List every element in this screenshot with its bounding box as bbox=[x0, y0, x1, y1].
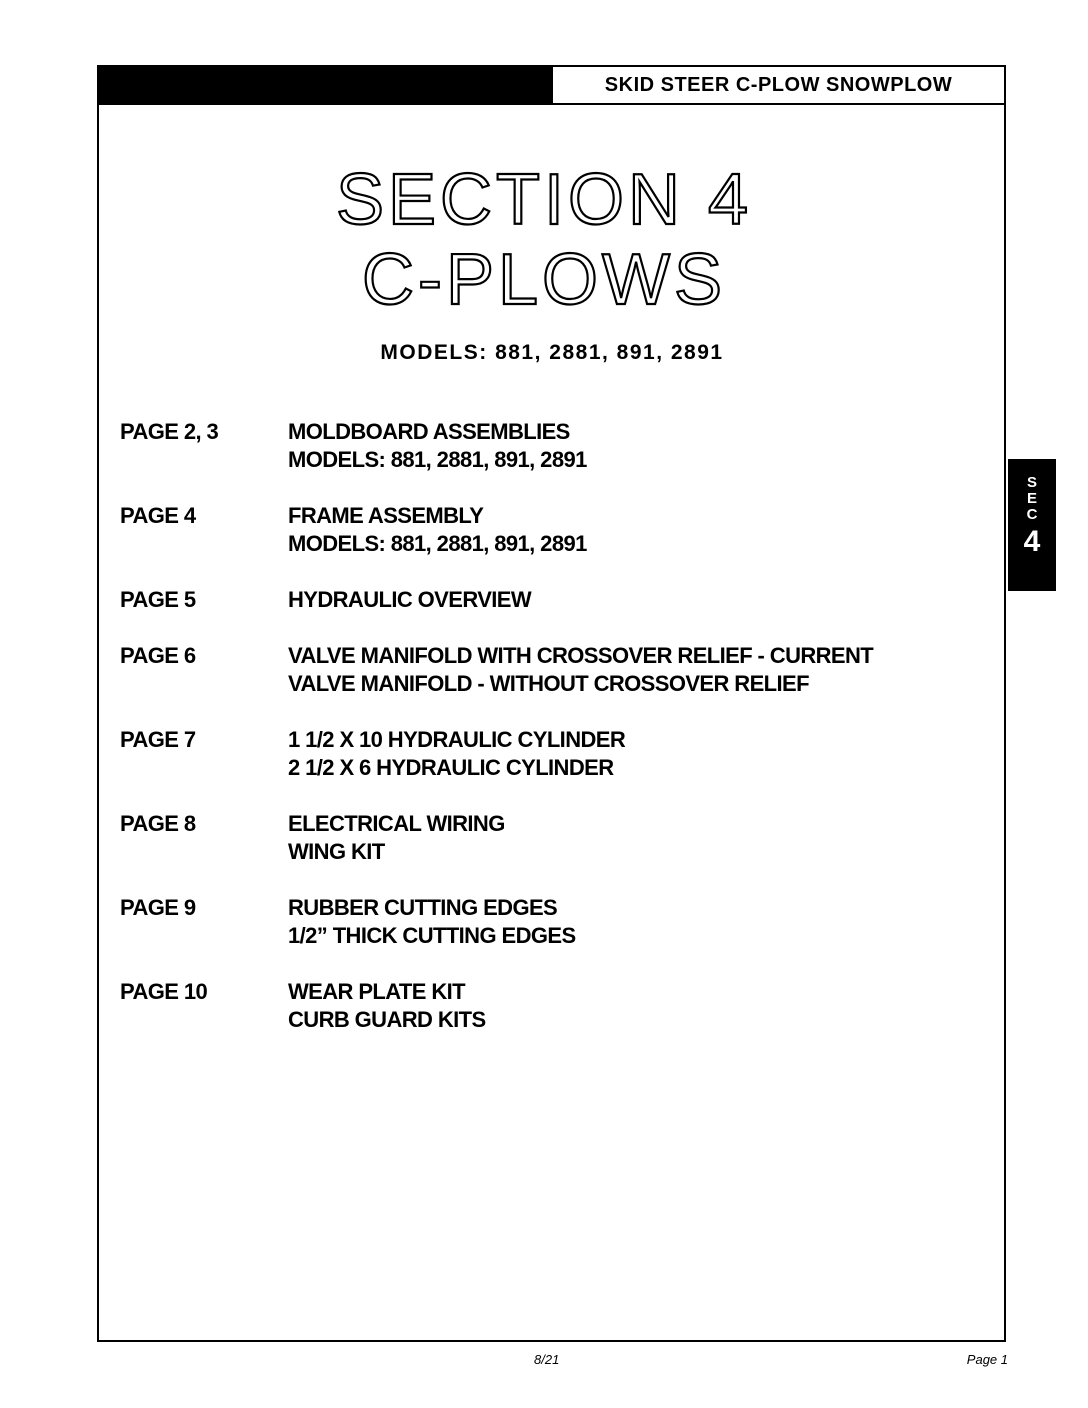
toc-page-ref: PAGE 6 bbox=[120, 643, 196, 668]
header-title: SKID STEER C-PLOW SNOWPLOW bbox=[553, 67, 1004, 105]
toc-topic: 1 1/2 X 10 HYDRAULIC CYLINDER bbox=[288, 727, 626, 752]
toc-topic: VALVE MANIFOLD - WITHOUT CROSSOVER RELIEF bbox=[288, 671, 809, 696]
toc-topic: MODELS: 881, 2881, 891, 2891 bbox=[288, 447, 587, 472]
toc-topic: FRAME ASSEMBLY bbox=[288, 503, 484, 528]
toc-entry bbox=[120, 978, 980, 1034]
toc-topic: 1/2” THICK CUTTING EDGES bbox=[288, 923, 576, 948]
toc-entry bbox=[120, 642, 980, 698]
toc-topics bbox=[288, 978, 980, 1034]
toc-topic: VALVE MANIFOLD WITH CROSSOVER RELIEF - CURRENT bbox=[288, 643, 874, 668]
toc-page-ref: PAGE 7 bbox=[120, 727, 196, 752]
toc-topics bbox=[288, 642, 980, 698]
toc-entry bbox=[120, 502, 980, 558]
toc-topic: MOLDBOARD ASSEMBLIES bbox=[288, 419, 570, 444]
toc-entry bbox=[120, 894, 980, 950]
toc-topic: WEAR PLATE KIT bbox=[288, 979, 465, 1004]
section-tab bbox=[1008, 459, 1056, 591]
toc-topic: RUBBER CUTTING EDGES bbox=[288, 895, 558, 920]
toc-entry bbox=[120, 586, 980, 614]
toc-topic: CURB GUARD KITS bbox=[288, 1007, 486, 1032]
table-of-contents bbox=[120, 418, 980, 1062]
toc-topic: WING KIT bbox=[288, 839, 385, 864]
models-line: MODELS: 881, 2881, 891, 2891 bbox=[380, 341, 724, 364]
toc-topics bbox=[288, 502, 980, 558]
section-subtitle: C-PLOWS bbox=[361, 240, 727, 320]
toc-entry bbox=[120, 726, 980, 782]
section-tab-number: 4 bbox=[1023, 525, 1041, 558]
section-title: SECTION 4 bbox=[335, 160, 753, 240]
toc-page-ref: PAGE 2, 3 bbox=[120, 419, 219, 444]
footer-page-number: Page 1 bbox=[966, 1352, 1008, 1367]
toc-topic: HYDRAULIC OVERVIEW bbox=[288, 587, 532, 612]
section-tab-letter: E bbox=[1026, 490, 1037, 507]
toc-topics bbox=[288, 586, 980, 614]
toc-page-ref: PAGE 8 bbox=[120, 811, 196, 836]
toc-topic: MODELS: 881, 2881, 891, 2891 bbox=[288, 531, 587, 556]
toc-entry bbox=[120, 418, 980, 474]
section-tab-letter: S bbox=[1026, 474, 1037, 491]
footer-date: 8/21 bbox=[534, 1352, 560, 1367]
header-black-bar bbox=[99, 67, 553, 105]
toc-page-ref: PAGE 4 bbox=[120, 503, 196, 528]
toc-topics bbox=[288, 810, 980, 866]
toc-page-ref: PAGE 10 bbox=[120, 979, 208, 1004]
toc-page-ref: PAGE 9 bbox=[120, 895, 196, 920]
toc-page-ref: PAGE 5 bbox=[120, 587, 196, 612]
toc-topic: 2 1/2 X 6 HYDRAULIC CYLINDER bbox=[288, 755, 614, 780]
toc-topics bbox=[288, 418, 980, 474]
section-tab-letter: C bbox=[1026, 506, 1038, 523]
toc-topics bbox=[288, 726, 980, 782]
toc-topic: ELECTRICAL WIRING bbox=[288, 811, 505, 836]
toc-entry bbox=[120, 810, 980, 866]
toc-topics bbox=[288, 894, 980, 950]
